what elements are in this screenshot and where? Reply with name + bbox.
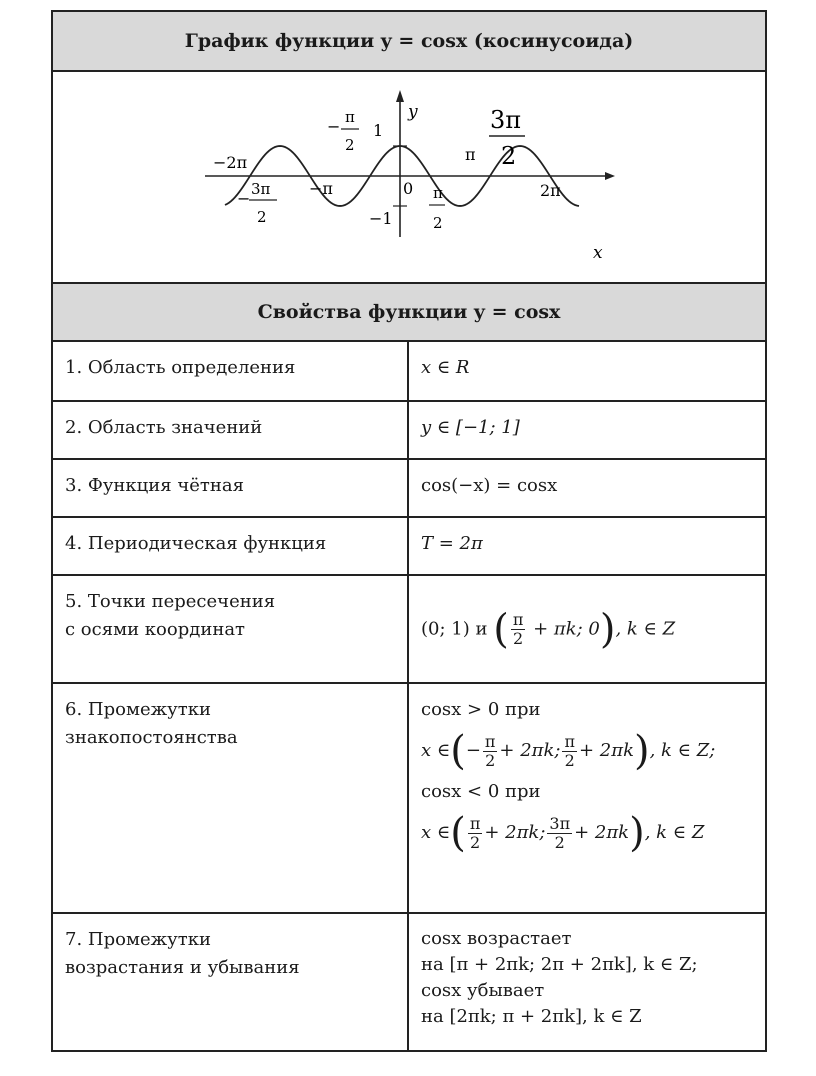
- table-row: [53, 914, 765, 1050]
- formula-part: −: [465, 740, 481, 761]
- property-label: [53, 914, 409, 1050]
- formula-part: + 2πk;: [484, 822, 546, 843]
- frac-num: π: [512, 609, 524, 629]
- table-row: [53, 576, 765, 684]
- positive-interval: [421, 724, 753, 778]
- frac-num: 3π: [549, 813, 571, 833]
- label-pi: π: [465, 145, 476, 164]
- label-zero: 0: [403, 179, 414, 198]
- table-row: [53, 342, 765, 402]
- graph-title: График функции y = cosx (косинусоида): [184, 30, 634, 52]
- property-label: 3. Функция чётная: [53, 460, 409, 516]
- label-line: возрастания и убывания: [65, 957, 300, 978]
- formula-part: (0; 1) и: [421, 618, 488, 639]
- frac-den: 2: [564, 750, 575, 770]
- property-value: [409, 684, 765, 912]
- property-value: cos(−x) = cosx: [421, 475, 558, 496]
- frac-den: 2: [469, 832, 481, 852]
- label-neg-2pi: −2π: [213, 153, 248, 172]
- paren-left: (: [450, 728, 466, 774]
- formula-part: + πk; 0: [533, 618, 600, 639]
- property-value: y ∈ [−1; 1]: [421, 417, 520, 438]
- table-row: [53, 402, 765, 460]
- label-line: 5. Точки пересечения: [65, 591, 276, 612]
- property-label: 4. Периодическая функция: [53, 518, 409, 574]
- negative-condition: cosx < 0 при: [421, 781, 541, 802]
- label-2pi: 2π: [540, 181, 561, 200]
- label-3pi2-den: 2: [501, 142, 517, 170]
- decreasing-interval: на [2πk; π + 2πk], k ∈ Z: [421, 1006, 642, 1027]
- label-pi2-num: π: [433, 184, 443, 202]
- formula-part: + 2πk;: [499, 740, 561, 761]
- x-axis-arrow: [605, 172, 615, 180]
- formula-part: + 2πk: [574, 822, 630, 843]
- label-line: 6. Промежутки: [65, 699, 211, 720]
- frac-den: 2: [512, 628, 524, 648]
- property-label: [53, 684, 409, 912]
- label-line: с осями координат: [65, 619, 246, 640]
- label-line: знакопостоянства: [65, 727, 238, 748]
- property-label: 2. Область значений: [53, 402, 409, 458]
- property-value: T = 2π: [421, 533, 483, 554]
- label-3pi2-num: 3π: [490, 106, 522, 134]
- property-value: x ∈ R: [421, 357, 470, 378]
- fraction: [483, 733, 498, 770]
- formula-part: , k ∈ Z;: [649, 740, 716, 761]
- decreasing-text: cosx убывает: [421, 980, 545, 1001]
- y-axis-label: y: [408, 102, 418, 122]
- formula-part: + 2πk: [579, 740, 634, 761]
- property-label: 1. Область определения: [53, 342, 409, 400]
- table-row: [53, 518, 765, 576]
- label-line: 7. Промежутки: [65, 929, 211, 950]
- frac-den: 2: [554, 832, 565, 852]
- label-neg-one: −1: [369, 209, 393, 228]
- frac-num: π: [469, 813, 481, 833]
- negative-interval: [421, 806, 753, 860]
- table-row: [53, 460, 765, 518]
- paren-right: ): [629, 810, 645, 856]
- fraction: [547, 815, 572, 852]
- label-pi2-den: 2: [433, 214, 443, 232]
- fraction: [562, 733, 577, 770]
- increasing-interval: на [π + 2πk; 2π + 2πk], k ∈ Z;: [421, 954, 698, 975]
- increasing-text: cosx возрастает: [421, 928, 572, 949]
- property-label: [53, 576, 409, 682]
- label-neg-3pi2-num: 3π: [251, 180, 271, 198]
- label-neg-pi: −π: [309, 179, 333, 198]
- paren-left: (: [493, 606, 509, 652]
- frac-num: π: [484, 731, 496, 751]
- formula-part: x ∈: [421, 822, 451, 843]
- frac-num: π: [564, 731, 575, 751]
- x-axis-label: x: [593, 243, 603, 263]
- properties-title: Свойства функции y = cosx: [257, 301, 561, 323]
- formula-part: , k ∈ Z: [615, 618, 676, 639]
- label-neg-pi2-den: 2: [345, 136, 355, 154]
- paren-right: ): [599, 606, 616, 652]
- intersection-formula: [421, 606, 676, 652]
- property-value: [409, 914, 765, 1050]
- label-neg-pi2-minus: −: [327, 117, 341, 136]
- y-axis-arrow: [396, 90, 404, 102]
- label-neg-3pi2-minus: −: [237, 189, 251, 208]
- cosine-plot: [53, 72, 765, 282]
- paren-left: (: [450, 810, 466, 856]
- formula-part: x ∈: [421, 740, 451, 761]
- cosine-reference-table: [51, 10, 767, 1052]
- positive-condition: cosx > 0 при: [421, 699, 541, 720]
- label-one: 1: [373, 121, 384, 140]
- label-neg-3pi2-den: 2: [257, 208, 267, 226]
- table-row: [53, 684, 765, 914]
- graph-header: [53, 12, 765, 72]
- label-neg-pi2-num: π: [345, 108, 355, 126]
- property-value: [409, 576, 765, 682]
- paren-right: ): [634, 728, 650, 774]
- cosine-graph: [53, 72, 765, 284]
- fraction: [511, 611, 526, 648]
- properties-header: [53, 284, 765, 342]
- frac-den: 2: [485, 750, 496, 770]
- fraction: [468, 815, 483, 852]
- formula-part: , k ∈ Z: [644, 822, 705, 843]
